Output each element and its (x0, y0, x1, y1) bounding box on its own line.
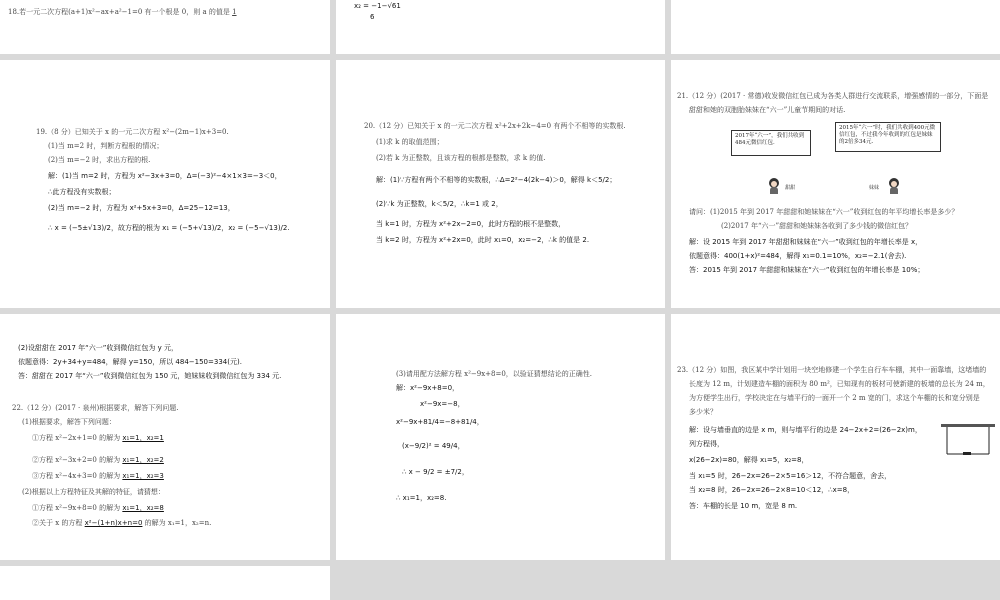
question-21-ask1: 请问：(1)2015 年到 2017 年甜甜和她妹妹在“六一”收到红包的年平均增长率是多少？ (689, 208, 959, 216)
question-22-row4 (32, 504, 164, 513)
answer-21-line3: 答：2015 年到 2017 年甜甜和妹妹在“六一”收到红包的年增长率是 10%； (689, 266, 925, 274)
answer-23-line4: 当 x₁=5 时，26−2x=26−2×5=16＞12，不符合题意，舍去， (689, 472, 892, 480)
question-22-row5 (32, 519, 211, 528)
panel-q21 (671, 60, 1000, 308)
panel-blank-top-right (671, 0, 1000, 54)
answer-23-line5: 当 x₂=8 时，26−2x=26−2×8=10＜12，∴x=8， (689, 486, 855, 494)
panel-q17-end (336, 0, 665, 54)
question-18 (8, 8, 237, 17)
answer-22-line5: ∴ x − 9/2 = ±7/2， (402, 468, 469, 476)
question-21-line1: 21.（12 分）(2017 · 常德)收发微信红包已成为各类人群进行交流联系，增强感情的一部分，下面是 (677, 92, 989, 100)
diagram-door (963, 452, 971, 455)
panel-q22-part3 (336, 314, 665, 560)
row5-answer: x²−(1+n)x+n=0 (84, 519, 143, 527)
answer-20-line4: 当 k=2 时，方程为 x²+2x=0，此时 x₁=0，x₂=−2，∴k 的值是 2. (376, 236, 590, 244)
question-19-part2: (2)当 m=−2 时，求出方程的根. (48, 156, 151, 164)
answer-20-line3: 当 k=1 时，方程为 x²+2x−2=0，此时方程的根不是整数， (376, 220, 566, 228)
row1-text: ①方程 x²−2x+1=0 的解为 (32, 434, 121, 442)
question-20: 20.（12 分）已知关于 x 的一元二次方程 x²+2x+2k−4=0 有两个不相等的实数根. (364, 122, 626, 130)
diagram-wall (941, 424, 995, 427)
answer-21b-line1: (2)设甜甜在 2017 年“六一”收到微信红包为 y 元， (18, 344, 179, 352)
question-22-part2: (2)根据以上方程特征及其解的特征，请猜想： (22, 488, 165, 496)
label-sister: 妹妹 (869, 185, 880, 191)
q18-answer: 1 (232, 8, 237, 16)
answer-19-line2: ∴此方程没有实数根； (48, 188, 116, 196)
answer-21b-line2: 依题意得：2y+34+y=484，解得 y=150，所以 484−150=334(元). (18, 358, 242, 366)
answer-20-line1: 解：(1)∵方程有两个不相等的实数根，∴Δ=2²−4(2k−4)＞0，解得 k＜5/2； (376, 176, 617, 184)
panel-q23 (671, 314, 1000, 560)
root-x2-denominator: 6 (370, 13, 375, 21)
question-19-part1: (1)当 m=2 时，判断方程根的情况； (48, 142, 164, 150)
panel-blank-bottom (0, 566, 330, 600)
q18-text: 18.若一元二次方程(a+1)x²−ax+a²−1=0 有一个根是 0，则 a 的值是 (8, 8, 230, 16)
row4-text: ①方程 x²−9x+8=0 的解为 (32, 504, 121, 512)
panel-q19 (0, 60, 330, 308)
answer-23-line2: 列方程得， (689, 440, 724, 448)
answer-20-line2: (2)∵k 为正整数，k＜5/2，∴k=1 或 2， (376, 200, 503, 208)
row1-answer: x₁=1，x₂=1 (122, 434, 164, 442)
answer-19-line3: (2)当 m=−2 时，方程为 x²+5x+3=0，Δ=25−12=13， (48, 204, 235, 212)
row2-answer: x₁=1，x₂=2 (122, 456, 164, 464)
speech-bubble-left: 2017年“六一”，我们共收到484元微信红包. (731, 130, 811, 156)
answer-21b-line3: 答：甜甜在 2017 年“六一”收到微信红包为 150 元，她妹妹收到微信红包为 334 元. (18, 372, 282, 380)
answer-23-line3: x(26−2x)=80，解得 x₁=5，x₂=8， (689, 456, 809, 464)
bike-shed-diagram (939, 422, 999, 462)
question-22-row2 (32, 456, 164, 465)
speech-bubble-right: 2015年“六一”时，我们共收到400元微信红包，不过我今年收到的红包是妹妹的2倍多34元. (835, 122, 941, 152)
question-23-line3: 为方便学生出行，学校决定在与墙平行的一面开一个 2 m 宽的门，求这个车棚的长和宽分别是 (689, 394, 980, 402)
question-19: 19.（8 分）已知关于 x 的一元二次方程 x²−(2m−1)x+3=0. (36, 128, 229, 136)
panel-q21-cont-q22 (0, 314, 330, 560)
row5-tail: 的解为 x₁=1，x₂=n. (144, 519, 212, 527)
girl-sister-illustration (887, 178, 901, 194)
label-tiantian: 甜甜 (785, 185, 796, 191)
question-23-line1: 23.（12 分）如图，我区某中学计划用一块空地修建一个学生自行车车棚，其中一面靠墙，这堵墙的 (677, 366, 987, 374)
question-20-part1: (1)求 k 的取值范围； (376, 138, 444, 146)
answer-22-line6: ∴ x₁=1，x₂=8. (396, 494, 447, 502)
question-22: 22.（12 分）(2017 · 泉州)根据要求，解答下列问题. (12, 404, 179, 412)
panel-q18 (0, 0, 330, 54)
row2-text: ②方程 x²−3x+2=0 的解为 (32, 456, 121, 464)
question-23-line4: 多少米？ (689, 408, 717, 416)
row5-text: ②关于 x 的方程 (32, 519, 83, 527)
row3-text: ③方程 x²−4x+3=0 的解为 (32, 472, 121, 480)
girl-tiantian-illustration (767, 178, 781, 194)
answer-22-line1: 解：x²−9x+8=0， (396, 384, 460, 392)
row4-answer: x₁=1，x₂=8 (122, 504, 164, 512)
answer-22-line4: (x−9/2)² = 49/4， (402, 442, 465, 450)
row3-answer: x₁=1，x₂=3 (122, 472, 164, 480)
answer-23-line6: 答：车棚的长是 10 m，宽是 8 m. (689, 502, 798, 510)
question-22-row1 (32, 434, 164, 443)
answer-22-line3: x²−9x+81/4=−8+81/4， (396, 418, 484, 426)
answer-21-line2: 依题意得：400(1+x)²=484，解得 x₁=0.1=10%，x₂=−2.1(舍去). (689, 252, 907, 260)
question-21-ask2: (2)2017 年“六一”甜甜和她妹妹各收到了多少钱的微信红包？ (721, 222, 913, 230)
answer-19-line1: 解：(1)当 m=2 时，方程为 x²−3x+3=0，Δ=(−3)²−4×1×3=−3＜0， (48, 172, 282, 180)
question-22-part1: (1)根据要求，解答下列问题： (22, 418, 116, 426)
root-x2: x₂ = −1−√61 (354, 2, 401, 10)
answer-23-line1: 解：设与墙垂直的边是 x m，则与墙平行的边是 24−2x+2=(26−2x)m， (689, 426, 922, 434)
question-20-part2: (2)若 k 为正整数，且该方程的根都是整数，求 k 的值. (376, 154, 546, 162)
answer-21-line1: 解：设 2015 年到 2017 年甜甜和妹妹在“六一”收到红包的年增长率是 x， (689, 238, 923, 246)
question-21-line2: 甜甜和她的双胞胎妹妹在“六一”儿童节期间的对话. (689, 106, 846, 114)
question-22-row3 (32, 472, 164, 481)
answer-22-line2: x²−9x=−8， (420, 400, 465, 408)
answer-19-line4: ∴ x = (−5±√13)/2，故方程的根为 x₁ = (−5+√13)/2，x₂ = (−5−√13)/2. (48, 224, 290, 232)
panel-q20 (336, 60, 665, 308)
question-22-part3: (3)请用配方法解方程 x²−9x+8=0，以验证猜想结论的正确性. (396, 370, 593, 378)
question-23-line2: 长度为 12 m，计划建造车棚的面积为 80 m²，已知现有的板材可使新建的板墙的总长为 24 m， (689, 380, 990, 388)
